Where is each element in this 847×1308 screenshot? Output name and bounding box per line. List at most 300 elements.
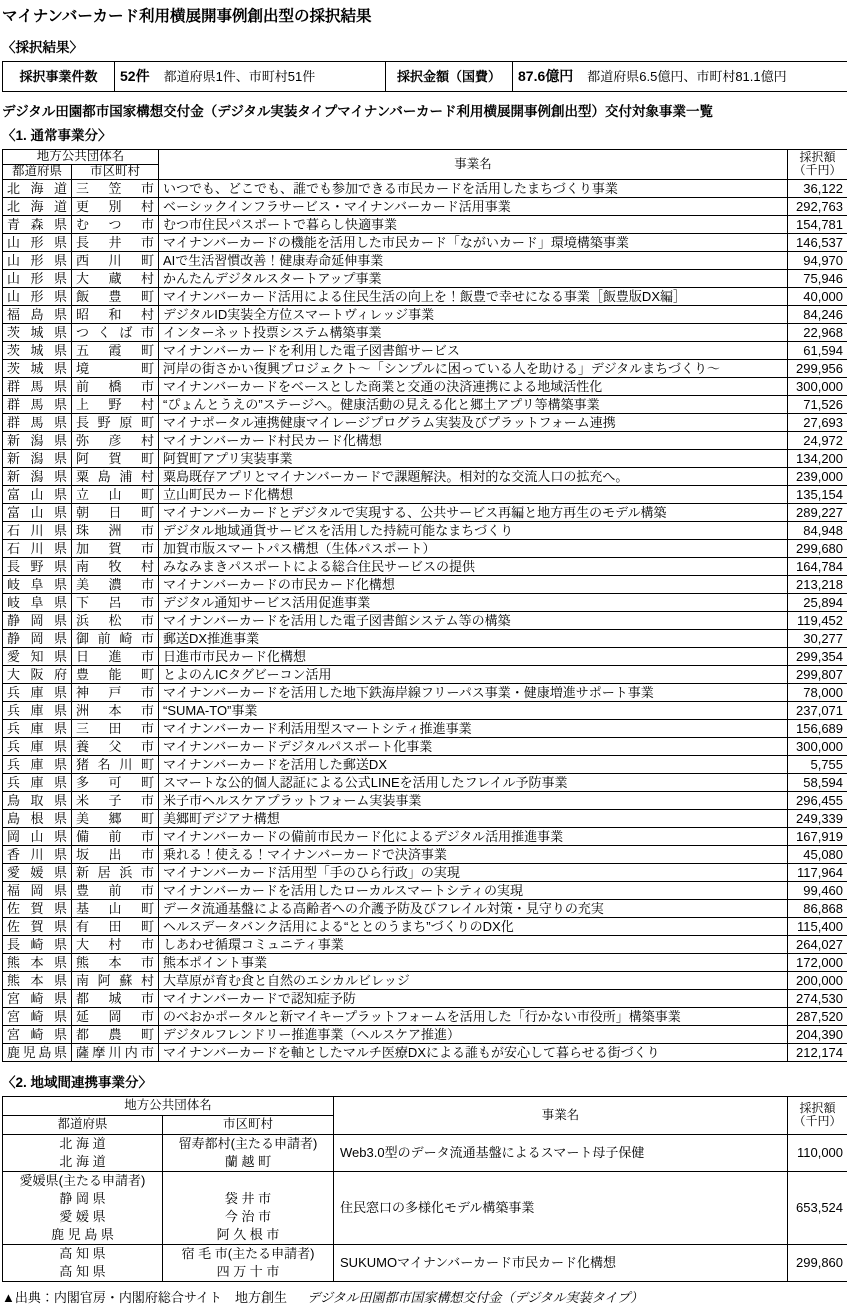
project-name-cell: マイナンバーカードで認知症予防 [159, 989, 788, 1007]
table-row [3, 917, 847, 935]
amount-cell: 5,755 [788, 755, 847, 773]
prefecture-cell: 富山県 [3, 485, 72, 503]
amount-cell: 135,154 [788, 485, 847, 503]
municipality-cell: 御前崎市 [72, 629, 159, 647]
amount-cell: 237,071 [788, 701, 847, 719]
table-row [3, 1043, 847, 1061]
municipality-cell: むつ市 [72, 215, 159, 233]
municipality-cell: 美濃市 [72, 575, 159, 593]
amount-cell: 299,860 [788, 1244, 847, 1281]
prefecture-cell: 山形県 [3, 251, 72, 269]
municipality-cell: 美郷町 [72, 809, 159, 827]
project-name-cell: 阿賀町アプリ実装事業 [159, 449, 788, 467]
project-name-cell: マイナンバーカードとデジタルで実現する、公共サービス再編と地方再生のモデル構築 [159, 503, 788, 521]
prefecture-cell: 佐賀県 [3, 917, 72, 935]
table-row [3, 593, 847, 611]
municipality-cell: つくば市 [72, 323, 159, 341]
table-row [3, 683, 847, 701]
prefecture-cell: 群馬県 [3, 413, 72, 431]
table-row [3, 449, 847, 467]
prefecture-cell: 兵庫県 [3, 701, 72, 719]
amount-cell: 30,277 [788, 629, 847, 647]
table-row [3, 809, 847, 827]
project-name-cell: 郵送DX推進事業 [159, 629, 788, 647]
municipality-cell [163, 1134, 334, 1171]
municipality-line: 留寿都村(主たる申請者) [166, 1135, 330, 1153]
amount-header-line1: 採択額 [788, 1102, 847, 1115]
section2-heading: 〈2. 地域間連携事業分〉 [2, 1071, 846, 1091]
prefecture-cell: 富山県 [3, 503, 72, 521]
project-name-cell: マイナンバーカードの機能を活用した市民カード「ながいカード」環境構築事業 [159, 233, 788, 251]
source-note [2, 1287, 846, 1306]
source-note-serif: デジタル田園都市国家構想交付金（デジタル実装タイプ） [307, 1290, 643, 1305]
project-name-cell: Web3.0型のデータ流通基盤によるスマート母子保健 [334, 1134, 788, 1171]
amount-value: 87.6億円 [518, 68, 573, 84]
amount-cell: 287,520 [788, 1007, 847, 1025]
lg-name-header: 地方公共団体名 [3, 149, 159, 164]
municipality-cell: 有田町 [72, 917, 159, 935]
municipality-cell: 三笠市 [72, 179, 159, 197]
prefecture-cell [3, 1244, 163, 1281]
municipality-cell: 南阿蘇村 [72, 971, 159, 989]
prefecture-cell: 静岡県 [3, 611, 72, 629]
amount-cell: 75,946 [788, 269, 847, 287]
table-row [3, 1171, 847, 1244]
table-row [3, 935, 847, 953]
municipality-cell: 前橋市 [72, 377, 159, 395]
municipality-cell: 五霞町 [72, 341, 159, 359]
municipality-cell: 朝日町 [72, 503, 159, 521]
prefecture-cell: 熊本県 [3, 953, 72, 971]
amount-cell: 300,000 [788, 377, 847, 395]
project-name-cell: マイナンバーカードを活用したローカルスマートシティの実現 [159, 881, 788, 899]
municipality-cell: 熊本市 [72, 953, 159, 971]
municipality-cell: 上野村 [72, 395, 159, 413]
municipality-line: 四 万 十 市 [166, 1263, 330, 1281]
prefecture-cell: 石川県 [3, 539, 72, 557]
count-detail: 都道府県1件、市町村51件 [164, 69, 316, 84]
municipality-line: 宿 毛 市(主たる申請者) [166, 1245, 330, 1263]
municipality-cell: 養父市 [72, 737, 159, 755]
project-name-cell: マイナンバーカードを活用した地下鉄海岸線フリーパス事業・健康増進サポート事業 [159, 683, 788, 701]
table-row [3, 395, 847, 413]
municipality-line: 今 治 市 [166, 1208, 330, 1226]
regional-table [2, 1096, 847, 1282]
amount-cell: 58,594 [788, 773, 847, 791]
table-row [3, 647, 847, 665]
table-row [3, 701, 847, 719]
table-row [3, 827, 847, 845]
table-row [3, 791, 847, 809]
prefecture-cell: 鹿児島県 [3, 1043, 72, 1061]
table-row [3, 287, 847, 305]
amount-cell: 110,000 [788, 1134, 847, 1171]
table-row [3, 1007, 847, 1025]
prefecture-cell: 島根県 [3, 809, 72, 827]
prefecture-cell [3, 1134, 163, 1171]
table-row [3, 485, 847, 503]
amount-cell: 274,530 [788, 989, 847, 1007]
prefecture-cell: 新潟県 [3, 467, 72, 485]
regional-table-body [3, 1134, 847, 1281]
municipality-cell: 立山町 [72, 485, 159, 503]
project-name-cell: とよのんICタグビーコン活用 [159, 665, 788, 683]
amount-cell: 299,680 [788, 539, 847, 557]
project-name-cell: デジタルID実装全方位スマートヴィレッジ事業 [159, 305, 788, 323]
amount-cell: 296,455 [788, 791, 847, 809]
table-row [3, 305, 847, 323]
prefecture-cell: 熊本県 [3, 971, 72, 989]
amount-cell: 299,354 [788, 647, 847, 665]
amount-cell: 204,390 [788, 1025, 847, 1043]
project-name-cell: マイナンバーカードを活用した電子図書館システム等の構築 [159, 611, 788, 629]
table-row [3, 629, 847, 647]
amount-cell: 172,000 [788, 953, 847, 971]
source-note-gothic: ▲出典：内閣官房・内閣府総合サイト 地方創生 [2, 1290, 287, 1305]
municipality-line: 袋 井 市 [166, 1190, 330, 1208]
amount-cell: 300,000 [788, 737, 847, 755]
prefecture-cell: 茨城県 [3, 341, 72, 359]
prefecture-cell: 愛知県 [3, 647, 72, 665]
table-row [3, 503, 847, 521]
prefecture-cell: 青森県 [3, 215, 72, 233]
summary-row [3, 62, 847, 92]
prefecture-cell: 兵庫県 [3, 773, 72, 791]
amount-cell: 213,218 [788, 575, 847, 593]
municipality-cell: 都城市 [72, 989, 159, 1007]
municipality-cell: 基山町 [72, 899, 159, 917]
municipality-cell: 下呂市 [72, 593, 159, 611]
municipality-cell: 西川町 [72, 251, 159, 269]
prefecture-cell: 愛媛県 [3, 863, 72, 881]
project-name-cell: 美郷町デジアナ構想 [159, 809, 788, 827]
municipality-cell: 大蔵村 [72, 269, 159, 287]
table-row [3, 269, 847, 287]
summary-table [2, 61, 847, 92]
amount-header-line2: （千円） [788, 164, 847, 177]
municipality-header: 市区町村 [72, 164, 159, 179]
project-name-cell: マイナポータル連携健康マイレージプログラム実装及びプラットフォーム連携 [159, 413, 788, 431]
amount-detail: 都道府県6.5億円、市町村81.1億円 [587, 69, 786, 84]
table-row [3, 953, 847, 971]
municipality-cell: 昭和村 [72, 305, 159, 323]
project-name-cell: 熊本ポイント事業 [159, 953, 788, 971]
municipality-cell: 南牧村 [72, 557, 159, 575]
project-name-cell: 住民窓口の多様化モデル構築事業 [334, 1171, 788, 1244]
table-row [3, 539, 847, 557]
amount-cell: 24,972 [788, 431, 847, 449]
project-name-cell: マイナンバーカード村民カード化構想 [159, 431, 788, 449]
prefecture-cell: 岡山県 [3, 827, 72, 845]
project-name-cell: むつ市住民パスポートで暮らし快適事業 [159, 215, 788, 233]
amount-cell: 84,246 [788, 305, 847, 323]
prefecture-cell: 北海道 [3, 197, 72, 215]
project-name-cell: 立山町民カード化構想 [159, 485, 788, 503]
amount-cell: 115,400 [788, 917, 847, 935]
amount-cell: 94,970 [788, 251, 847, 269]
project-name-cell: インターネット投票システム構築事業 [159, 323, 788, 341]
table-row [3, 845, 847, 863]
municipality-line [166, 1172, 330, 1190]
amount-cell: 22,968 [788, 323, 847, 341]
municipality-cell: 都農町 [72, 1025, 159, 1043]
prefecture-cell: 兵庫県 [3, 755, 72, 773]
amount-cell: 78,000 [788, 683, 847, 701]
amount-header [788, 1096, 847, 1134]
amount-cell: 289,227 [788, 503, 847, 521]
project-header: 事業名 [334, 1096, 788, 1134]
municipality-cell: 珠洲市 [72, 521, 159, 539]
projects-table-body [3, 179, 847, 1061]
amount-cell: 156,689 [788, 719, 847, 737]
prefecture-line: 北 海 道 [6, 1135, 159, 1153]
list-heading: デジタル田園都市国家構想交付金（デジタル実装タイプマイナンバーカード利用横展開事例創出型）交付対象事業一覧 [2, 104, 846, 121]
prefecture-cell: 大阪府 [3, 665, 72, 683]
project-name-cell: 加賀市版スマートパス構想（生体パスポート） [159, 539, 788, 557]
municipality-cell: 備前市 [72, 827, 159, 845]
amount-cell: 154,781 [788, 215, 847, 233]
project-name-cell: マイナンバーカードの市民カード化構想 [159, 575, 788, 593]
prefecture-cell: 新潟県 [3, 431, 72, 449]
amount-cell: 292,763 [788, 197, 847, 215]
table-row [3, 557, 847, 575]
table-row [3, 251, 847, 269]
table-row [3, 215, 847, 233]
municipality-cell [163, 1244, 334, 1281]
municipality-cell: 境町 [72, 359, 159, 377]
table-row [3, 431, 847, 449]
prefecture-line: 静 岡 県 [6, 1190, 159, 1208]
prefecture-cell: 宮崎県 [3, 1007, 72, 1025]
amount-cell: 239,000 [788, 467, 847, 485]
amount-label: 採択金額（国費） [386, 62, 513, 92]
municipality-cell: 日進市 [72, 647, 159, 665]
municipality-line: 阿 久 根 市 [166, 1226, 330, 1244]
prefecture-line: 愛 媛 県 [6, 1208, 159, 1226]
lg-name-header: 地方公共団体名 [3, 1096, 334, 1115]
amount-cell: 99,460 [788, 881, 847, 899]
table-row [3, 1025, 847, 1043]
project-name-cell: いつでも、どこでも、誰でも参加できる市民カードを活用したまちづくり事業 [159, 179, 788, 197]
prefecture-cell: 岐阜県 [3, 575, 72, 593]
project-name-cell: 米子市ヘルスケアプラットフォーム実装事業 [159, 791, 788, 809]
prefecture-cell: 長崎県 [3, 935, 72, 953]
page-title: マイナンバーカード利用横展開事例創出型の採択結果 [2, 4, 846, 26]
table-row [3, 773, 847, 791]
table-row [3, 359, 847, 377]
prefecture-cell: 兵庫県 [3, 719, 72, 737]
amount-cell: 71,526 [788, 395, 847, 413]
project-name-cell: スマートな公的個人認証による公式LINEを活用したフレイル予防事業 [159, 773, 788, 791]
table-row [3, 863, 847, 881]
prefecture-cell: 佐賀県 [3, 899, 72, 917]
amount-cell: 40,000 [788, 287, 847, 305]
municipality-cell: 飯豊町 [72, 287, 159, 305]
project-name-cell: マイナンバーカードをベースとした商業と交通の決済連携による地域活性化 [159, 377, 788, 395]
municipality-cell: 洲本市 [72, 701, 159, 719]
municipality-cell: 弥彦村 [72, 431, 159, 449]
prefecture-cell: 福島県 [3, 305, 72, 323]
municipality-cell: 神戸市 [72, 683, 159, 701]
prefecture-cell: 福岡県 [3, 881, 72, 899]
project-name-cell: マイナンバーカードデジタルパスポート化事業 [159, 737, 788, 755]
prefecture-cell: 新潟県 [3, 449, 72, 467]
municipality-cell: 長野原町 [72, 413, 159, 431]
table-row [3, 197, 847, 215]
project-name-cell: マイナンバーカード活用による住民生活の向上を！飯豊で幸せになる事業［飯豊版DX編］ [159, 287, 788, 305]
table-row [3, 575, 847, 593]
table-row [3, 611, 847, 629]
municipality-cell: 加賀市 [72, 539, 159, 557]
project-header: 事業名 [159, 149, 788, 179]
municipality-cell: 薩摩川内市 [72, 1043, 159, 1061]
prefecture-cell: 香川県 [3, 845, 72, 863]
municipality-header: 市区町村 [163, 1115, 334, 1134]
municipality-cell: 浜松市 [72, 611, 159, 629]
project-name-cell: データ流通基盤による高齢者への介護予防及びフレイル対策・見守りの充実 [159, 899, 788, 917]
project-name-cell: マイナンバーカードの備前市民カード化によるデジタル活用推進事業 [159, 827, 788, 845]
project-name-cell: 日進市市民カード化構想 [159, 647, 788, 665]
amount-header-line1: 採択額 [788, 151, 847, 164]
table-row [3, 737, 847, 755]
project-name-cell: マイナンバーカード利活用型スマートシティ推進事業 [159, 719, 788, 737]
municipality-cell: 更別村 [72, 197, 159, 215]
table-row [3, 521, 847, 539]
table-row [3, 377, 847, 395]
table-row [3, 719, 847, 737]
prefecture-line: 愛媛県(主たる申請者) [6, 1172, 159, 1190]
prefecture-cell: 石川県 [3, 521, 72, 539]
amount-cell: 117,964 [788, 863, 847, 881]
prefecture-cell: 兵庫県 [3, 737, 72, 755]
municipality-cell: 延岡市 [72, 1007, 159, 1025]
municipality-cell: 新居浜市 [72, 863, 159, 881]
project-name-cell: デジタル通知サービス活用促進事業 [159, 593, 788, 611]
amount-cell: 249,339 [788, 809, 847, 827]
prefecture-cell: 北海道 [3, 179, 72, 197]
prefecture-cell: 宮崎県 [3, 989, 72, 1007]
amount-cell: 653,524 [788, 1171, 847, 1244]
amount-cell: 86,868 [788, 899, 847, 917]
prefecture-cell: 静岡県 [3, 629, 72, 647]
prefecture-cell: 岐阜県 [3, 593, 72, 611]
prefecture-cell [3, 1171, 163, 1244]
project-name-cell: みなみまきパスポートによる総合住民サービスの提供 [159, 557, 788, 575]
amount-header [788, 149, 847, 179]
municipality-cell: 米子市 [72, 791, 159, 809]
prefecture-cell: 山形県 [3, 269, 72, 287]
municipality-cell: 長井市 [72, 233, 159, 251]
project-name-cell: デジタルフレンドリー推進事業（ヘルスケア推進） [159, 1025, 788, 1043]
prefecture-cell: 群馬県 [3, 377, 72, 395]
result-heading: 〈採択結果〉 [2, 36, 846, 56]
table-row [3, 755, 847, 773]
amount-cell: 299,956 [788, 359, 847, 377]
project-name-cell: 乗れる！使える！マイナンバーカードで決済事業 [159, 845, 788, 863]
municipality-cell: 猪名川町 [72, 755, 159, 773]
project-name-cell: AIで生活習慣改善！健康寿命延伸事業 [159, 251, 788, 269]
amount-cell: 212,174 [788, 1043, 847, 1061]
table-row [3, 1134, 847, 1171]
prefecture-cell: 長野県 [3, 557, 72, 575]
municipality-line: 蘭 越 町 [166, 1153, 330, 1171]
prefecture-cell: 宮崎県 [3, 1025, 72, 1043]
table-row [3, 341, 847, 359]
count-value-cell [115, 62, 386, 92]
prefecture-cell: 山形県 [3, 233, 72, 251]
amount-cell: 200,000 [788, 971, 847, 989]
table-row [3, 233, 847, 251]
prefecture-header: 都道府県 [3, 1115, 163, 1134]
table-row [3, 665, 847, 683]
amount-cell: 119,452 [788, 611, 847, 629]
table-row [3, 179, 847, 197]
project-name-cell: のべおかポータルと新マイキープラットフォームを活用した「行かない市役所」構築事業 [159, 1007, 788, 1025]
prefecture-cell: 茨城県 [3, 359, 72, 377]
project-name-cell: デジタル地域通貨サービスを活用した持続可能なまちづくり [159, 521, 788, 539]
amount-cell: 164,784 [788, 557, 847, 575]
table-row [3, 323, 847, 341]
municipality-cell: 三田市 [72, 719, 159, 737]
amount-cell: 134,200 [788, 449, 847, 467]
amount-cell: 167,919 [788, 827, 847, 845]
amount-cell: 36,122 [788, 179, 847, 197]
municipality-cell: 多可町 [72, 773, 159, 791]
prefecture-header: 都道府県 [3, 164, 72, 179]
prefecture-line: 高 知 県 [6, 1263, 159, 1281]
amount-cell: 84,948 [788, 521, 847, 539]
regional-table-head [3, 1096, 847, 1134]
prefecture-line: 鹿 児 島 県 [6, 1226, 159, 1244]
project-name-cell: ベーシックインフラサービス・マイナンバーカード活用事業 [159, 197, 788, 215]
municipality-cell: 阿賀町 [72, 449, 159, 467]
amount-cell: 264,027 [788, 935, 847, 953]
table-row [3, 467, 847, 485]
municipality-cell: 粟島浦村 [72, 467, 159, 485]
amount-cell: 146,537 [788, 233, 847, 251]
project-name-cell: マイナンバーカードを軸としたマルチ医療DXによる誰もが安心して暮らせる街づくり [159, 1043, 788, 1061]
count-label: 採択事業件数 [3, 62, 115, 92]
table-row [3, 1244, 847, 1281]
project-name-cell: マイナンバーカード活用型「手のひら行政」の実現 [159, 863, 788, 881]
amount-value-cell [513, 62, 847, 92]
project-name-cell: マイナンバーカードを利用した電子図書館サービス [159, 341, 788, 359]
amount-cell: 45,080 [788, 845, 847, 863]
amount-cell: 299,807 [788, 665, 847, 683]
prefecture-cell: 兵庫県 [3, 683, 72, 701]
project-name-cell: 大草原が育む食と自然のエシカルビレッジ [159, 971, 788, 989]
section1-heading: 〈1. 通常事業分〉 [2, 124, 846, 144]
project-name-cell: しあわせ循環コミュニティ事業 [159, 935, 788, 953]
amount-header-line2: （千円） [788, 1115, 847, 1128]
prefecture-line: 高 知 県 [6, 1245, 159, 1263]
table-row [3, 989, 847, 1007]
project-name-cell: かんたんデジタルスタートアップ事業 [159, 269, 788, 287]
projects-table [2, 149, 847, 1062]
prefecture-cell: 茨城県 [3, 323, 72, 341]
project-name-cell: SUKUMOマイナンバーカード市民カード化構想 [334, 1244, 788, 1281]
amount-cell: 27,693 [788, 413, 847, 431]
municipality-cell: 豊能町 [72, 665, 159, 683]
project-name-cell: “SUMA-TO”事業 [159, 701, 788, 719]
municipality-cell: 大村市 [72, 935, 159, 953]
municipality-cell: 坂出市 [72, 845, 159, 863]
table-row [3, 899, 847, 917]
table-row [3, 971, 847, 989]
amount-cell: 25,894 [788, 593, 847, 611]
prefecture-cell: 山形県 [3, 287, 72, 305]
amount-cell: 61,594 [788, 341, 847, 359]
